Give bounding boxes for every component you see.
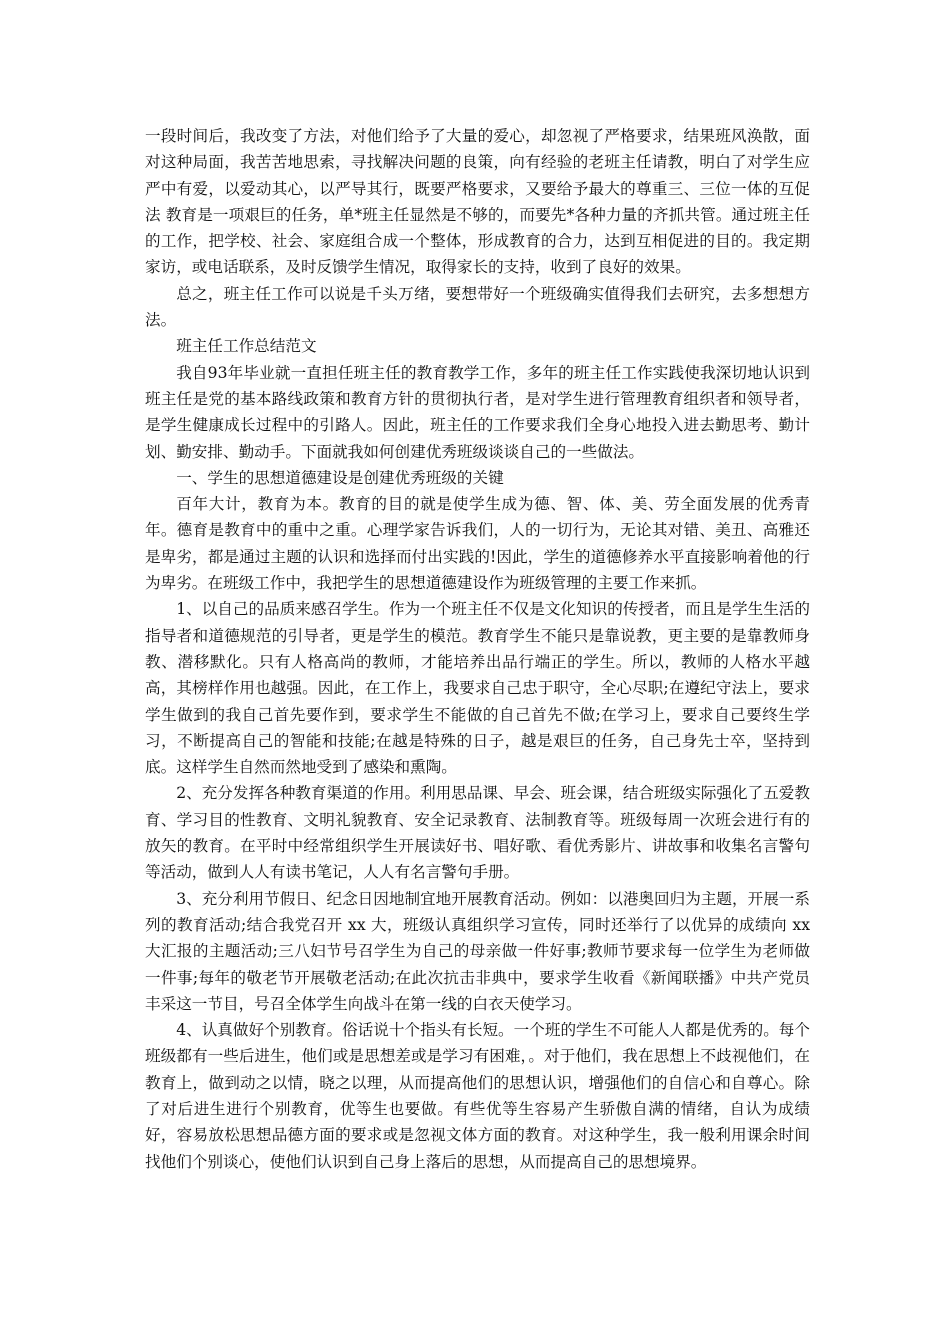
- paragraph-point-2: 2、充分发挥各种教育渠道的作用。利用思品课、早会、班会课，结合班级实际强化了五爱教育、学习目的性教育、文明礼貌教育、安全记录教育、法制教育等。班级每周一次班会进行有的放矢的教育。在平时中经常组织学生开展读好书、唱好歌、看优秀影片、讲故事和收集名言警句等活动，做到人人有读书笔记，人人有名言警句手册。: [145, 784, 810, 882]
- paragraph-moral-education: 百年大计，教育为本。教育的目的就是使学生成为德、智、体、美、劳全面发展的优秀青年。德育是教育中的重中之重。心理学家告诉我们，人的一切行为，无论其对错、美丑、高雅还是卑劣，都是通过主题的认识和选择而付出实践的!因此，学生的道德修养水平直接影响着他的行为卑劣。在班级工作中，我把学生的思想道德建设作为班级管理的主要工作来抓。: [145, 495, 810, 593]
- document-page: [145, 123, 810, 1175]
- section-title: 班主任工作总结范文: [176, 337, 317, 356]
- paragraph-continuation: 一段时间后，我改变了方法，对他们给予了大量的爱心，却忽视了严格要求，结果班风涣散，面对这种局面，我苦苦地思索，寻找解决问题的良策，向有经验的老班主任请教，明白了对学生应严中有爱，以爱动其心，以严导其行，既要严格要求，又要给予最大的尊重三、三位一体的互促法 教育是一项艰巨的任务，单*班主任显然是不够的，而要先*各种力量的齐抓共管。通过班主任的工作，把学校、社会、家庭组合成一个整体，形成教育的合力，达到互相促进的目的。我定期家访，或电话联系，及时反馈学生情况，取得家长的支持，收到了良好的效果。: [145, 127, 810, 277]
- paragraph-summary: 总之，班主任工作可以说是千头万绪，要想带好一个班级确实值得我们去研究，去多想想方法。: [145, 284, 810, 330]
- heading-moral-education: 一、学生的思想道德建设是创建优秀班级的关键: [176, 468, 504, 487]
- paragraph-point-1: 1、以自己的品质来感召学生。作为一个班主任不仅是文化知识的传授者，而且是学生生活的指导者和道德规范的引导者，更是学生的模范。教育学生不能只是靠说教，更主要的是靠教师身教、潜移默化。只有人格高尚的教师，才能培养出品行端正的学生。所以，教师的人格水平越高，其榜样作用也越强。因此，在工作上，我要求自己忠于职守，全心尽职;在遵纪守法上，要求学生做到的我自己首先要作到，要求学生不能做的自己首先不做;在学习上，要求自己要终生学习，不断提高自己的智能和技能;在越是特殊的日子，越是艰巨的任务，自己身先士卒，坚持到底。这样学生自然而然地受到了感染和熏陶。: [145, 600, 810, 777]
- paragraph-intro: 我自93年毕业就一直担任班主任的教育教学工作，多年的班主任工作实践使我深切地认识到班主任是党的基本路线政策和教育方针的贯彻执行者，是对学生进行管理教育组织者和领导者，是学生健康成长过程中的引路人。因此，班主任的工作要求我们全身心地投入进去勤思考、勤计划、勤安排、勤动手。下面就我如何创建优秀班级谈谈自己的一些做法。: [145, 363, 810, 461]
- paragraph-point-3: 3、充分利用节假日、纪念日因地制宜地开展教育活动。例如：以港奥回归为主题，开展一系列的教育活动;结合我党召开 xx 大，班级认真组织学习宣传，同时还举行了以优异的成绩向 xx 大汇报的主题活动;三八妇节号召学生为自己的母亲做一件好事;教师节要求每一位学生为老师做一件事;每年的敬老节开展敬老活动;在此次抗击非典中，要求学生收看《新闻联播》中共产党员丰采这一节目，号召全体学生向战斗在第一线的白衣天使学习。: [145, 889, 810, 1013]
- paragraph-point-4: 4、认真做好个别教育。俗话说十个指头有长短。一个班的学生不可能人人都是优秀的。每个班级都有一些后进生，他们或是思想差或是学习有困难，。对于他们，我在思想上不歧视他们，在教育上，做到动之以情，晓之以理，从而提高他们的思想认识，增强他们的自信心和自尊心。除了对后进生进行个别教育，优等生也要做。有些优等生容易产生骄傲自满的情绪，自认为成绩好，容易放松思想品德方面的要求或是忽视文体方面的教育。对这种学生，我一般利用课余时间找他们个别谈心，使他们认识到自己身上落后的思想，从而提高自己的思想境界。: [145, 1021, 810, 1171]
